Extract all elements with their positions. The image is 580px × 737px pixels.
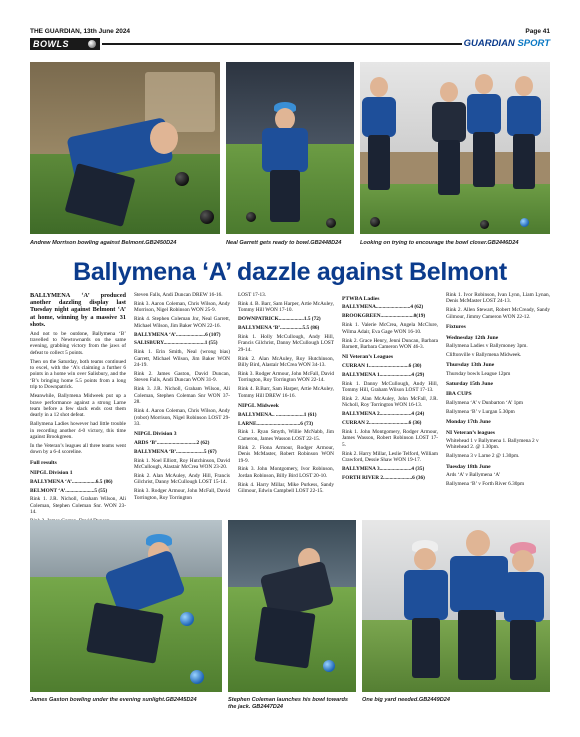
section-bar xyxy=(30,38,550,50)
subheading: Saturday 15th June xyxy=(446,381,493,388)
paragraph: Rink 1. Ryan Smyth, Willie McNabb, Jim Cameron, James Wasson LOST 22-15. xyxy=(238,429,334,442)
headline: Ballymena ‘A’ dazzle against Belmont xyxy=(73,258,507,286)
score-line: BALLYMENA ‘B’.................5.5 (86) xyxy=(238,325,320,332)
subheading: NI Veteran’s Leagues xyxy=(342,354,394,361)
photo-andrew-morrison xyxy=(30,62,220,234)
score-line: CURRAN 1..............................6 (30) xyxy=(342,362,422,369)
score-line: DOWNPATRICK...................1.5 (72) xyxy=(238,316,321,323)
masthead xyxy=(30,28,550,38)
paragraph: Rink 3. Rodger Armour, John McFall, David Torrington, Roy Torrington xyxy=(134,488,230,501)
paragraph: Rink 2. Alan McAuley, John McFall, J.R. Nicholl, Roy Torrington WON 16-13. xyxy=(342,395,438,409)
paragraph: Rink 4. B. Barr, Sam Harper, Artie McAuley, Tommy Hill WON 17-10. xyxy=(238,300,334,314)
paragraph: Rink 2. Fiona Armour, Rodger Armour, Denis McMaster, Robert Robinson WON 19-9. xyxy=(238,444,334,464)
photo-caption: One big yard needed.GB2449D24 xyxy=(362,697,450,703)
subheading: Wednesday 12th June xyxy=(446,334,499,341)
score-line: BALLYMENA.. .....................1 (61) xyxy=(238,411,317,418)
paragraph: Rink 1. Noel Elliott, Roy Hutchinson, David McCullough, Alastair McCrea WON 23-20. xyxy=(134,457,230,470)
paragraph: Rink 1. Holly McCullough, Andy Hill, Francis Gilchrist, Danny McCullough LOST 29-14. xyxy=(238,334,334,353)
paragraph: Rink 4. Aaron Coleman, Chris Wilson, Andy (robot) Morrison, Nigel Robinson LOST 29-33. xyxy=(134,408,230,427)
score-line: BALLYMENA ‘A’..................6.5 (86) xyxy=(30,478,113,485)
bowls-ball-icon xyxy=(88,40,96,48)
photo-caption: Stephen Coleman launches his bowl towards the jack. GB2447D24 xyxy=(228,697,348,710)
paragraph: Rink 3. J.R. Nicholl, Graham Wilson, Ali Coleman, Stephen Coleman Snr WON 37-28. xyxy=(134,386,230,406)
score-line: ARDS ‘B’..............................2 (62) xyxy=(134,439,210,446)
article-column-5 xyxy=(446,292,550,490)
photo-onlookers xyxy=(360,62,550,234)
paragraph: Rink 2. Allen Stewart, Robert McCready, Sandy Gilmour, Jimmy Cameron WON 22-12. xyxy=(446,307,550,320)
score-line: LARNE.................................6 (73) xyxy=(238,420,314,427)
subheading: Monday 17th June xyxy=(446,419,491,426)
paragraph: Meanwhile, Ballymena Midweek put up a brave performance against a strong Larne team before a few slack ends cost them dearly in a 12 shot defeat. xyxy=(30,393,126,419)
subheading: Full results xyxy=(30,459,57,466)
fixture: Ards ‘A’ v Ballymena ‘A’ xyxy=(446,472,501,479)
paragraph: Then on the Saturday, both teams continued to excel, with the ‘A’s claiming a further 6 points in a home win over Salisbury, and the ‘B’s bringing home 5.5 points from a long trip to Downpatrick. xyxy=(30,358,126,391)
paragraph: Rink 3. John Montgomery, Ivor Robinson, Jordan Robinson, Billy Bird LOST 20-10. xyxy=(238,466,334,479)
paragraph: Rink 2. Grace Henry, Jenni Duncan, Barbara Barnett, Barbara Cameron WON 46-3. xyxy=(342,337,438,350)
onlooker-figure xyxy=(360,77,400,207)
paragraph: Rink 1. J.R. Nicholl, Graham Wilson, Ali Coleman, Stephen Coleman Snr. WON 23-14. xyxy=(30,496,126,516)
paragraph: Rink 4. Stephen Coleman Jnr, Neal Garrett, Michael Wilson, Jim Baker WON 22-16. xyxy=(134,316,230,329)
photo-caption: James Gaston bowling under the evening sunlight.GB2445D24 xyxy=(30,697,197,703)
section-rule xyxy=(102,43,462,45)
article-column-2 xyxy=(134,292,230,503)
score-line: BALLYMENA 3........................4 (35) xyxy=(342,466,425,473)
paragraph: And not to be outdone, Ballymena ‘B’ travelled to Newtownards on the same evening, grabbing victory from the jaws of defeat to collect 5 points. xyxy=(30,330,126,356)
score-line: SALISBURY...............................1 (55) xyxy=(134,340,218,347)
subheading: NI Veteran’s leagues xyxy=(446,429,495,436)
photo-caption: Looking on trying to encourage the bowl closer.GB2446D24 xyxy=(360,240,519,246)
score-line: BALLYMENA ‘B’.....................5 (67) xyxy=(134,448,217,455)
bowler-figure xyxy=(256,102,336,232)
photo-caption: Andrew Morrison bowling against Belmont.GB2450D24 xyxy=(30,240,177,246)
lead-paragraph: BALLYMENA ‘A’ produced another dazzling display last Tuesday night against Belmont ‘A’ at home, winning by a massive 31 shots. xyxy=(30,292,126,328)
paragraph: Rink 1. Ivor Robinson, Ivan Lynn, Liam Lynan, Denis McMaster LOST 24-13. xyxy=(446,292,550,305)
onlooker-figure xyxy=(465,74,505,204)
paragraph: Rink 2. Alan McAuley, Roy Hutchinson, Billy Bird, Alastair McCrea WON 34-13. xyxy=(238,355,334,369)
score-line: BROOKGREEN.........................0(19) xyxy=(342,313,426,320)
paragraph: Rink 3. Aaron Coleman, Chris Wilson, Andy Morrison, Nigel Robinson WON 25-9. xyxy=(134,300,230,314)
fixture: Whitehead 1 v Ballymena 1. Ballymena 2 v Whitehead 2. @ 1.30pm. xyxy=(446,438,539,451)
issue-date: THE GUARDIAN, 13th June 2024 xyxy=(30,28,131,35)
paragraph: Rink 1. Danny McCullough, Andy Hill, Tommy Hill, Graham Wilson LOST 17-13. xyxy=(342,380,438,393)
fixture: Ballymena ‘A’ v Dunbarton ‘A’ 1pm xyxy=(446,399,524,406)
paragraph: Rink 1. John Montgomery, Rodger Armour, James Wasson, Robert Robinson LOST 17-5. xyxy=(342,429,438,448)
fixture: Ballymena Ladies v Ballymoney 3pm. xyxy=(446,342,528,349)
photo-big-yard xyxy=(362,520,550,692)
fixture: Thursday bowls League 12pm xyxy=(446,370,511,377)
paragraph: Rink 4. Harry Millar, Mike Purkess, Sandy Gilmour, Edwin Campbell LOST 22-15. xyxy=(238,481,334,495)
paragraph: Rink 2. Harry Millar, Leslie Telford, William Crawford, Dessie Shaw WON 19-17. xyxy=(342,450,438,464)
photo-james-gaston xyxy=(30,520,222,692)
score-line: CURRAN 2..............................6 (36) xyxy=(342,420,422,427)
paragraph: Rink 3. Rodger Armour, John McFall, David Torrington, Roy Torrington WON 22-14. xyxy=(238,371,334,384)
score-line: BELMONT ‘A’......................5 (55) xyxy=(30,487,108,494)
bowler-figure xyxy=(50,92,200,232)
article-column-3 xyxy=(238,292,334,497)
subheading: NIPGL Division 3 xyxy=(134,431,177,438)
photo-neal-garrett xyxy=(226,62,354,234)
article-column-4 xyxy=(342,292,438,484)
paragraph: Rink 2. Alan McAuley, Andy Hill, Francis Gilchrist, Danny McCullough LOST 15-14. xyxy=(134,472,230,486)
score-line: BALLYMENA ‘A’......................6 (107) xyxy=(134,331,221,338)
paragraph: In the Veteran’s leagues all three teams went down by a 6-4 scoreline. xyxy=(30,443,126,456)
fixture: Ballymena ‘B’ v Forth River 6.30pm xyxy=(446,481,525,488)
onlooker-figure xyxy=(502,542,548,692)
onlooker-figure xyxy=(430,82,470,212)
score-line: BALLYMENA..........................4 (62) xyxy=(342,304,424,311)
onlooker-figure xyxy=(505,76,545,206)
score-line: BALLYMENA 2........................4 (24) xyxy=(342,411,425,418)
paragraph: Ballymena Ladies however had little trouble in recording another 4-0 victory, this time against Brookgreen. xyxy=(30,421,126,441)
subheading: NIPGL Midweek xyxy=(238,403,279,410)
fixture: Ballymena 3 v Larne 2 @ 1.30pm. xyxy=(446,453,520,460)
bowler-figure xyxy=(70,530,210,690)
fixture: Cliftonville v Ballymena Midweek. xyxy=(446,351,522,358)
subheading: Tuesday 18th June xyxy=(446,463,491,470)
paragraph: Rink 2. James Gaston, David Duncan, Steven Falls, Andi Duncan WON 31-9. xyxy=(134,371,230,384)
subheading: IBA CUPS xyxy=(446,391,472,398)
fixture: Ballymena ‘B’ v Lurgan 5.30pm xyxy=(446,408,515,415)
subheading: PTWBA Ladies xyxy=(342,296,380,302)
paragraph: Steven Falls, Andi Duncan DREW 16-16. xyxy=(134,292,223,298)
subheading: Thursday 13th June xyxy=(446,362,495,369)
photo-stephen-coleman xyxy=(228,520,356,692)
photo-caption: Neal Garrett gets ready to bowl.GB2448D24 xyxy=(226,240,342,246)
subheading: Fixtures xyxy=(446,324,466,331)
article-column-1 xyxy=(30,292,126,527)
subheading: NIPGL Division 1 xyxy=(30,470,73,477)
score-line: BALLYMENA 1........................4 (29) xyxy=(342,371,425,378)
paragraph: Rink 1. Erin Smith, Neal (wrong bias) Garrett, Michael Wilson, Jim Baker WON 24-19. xyxy=(134,349,230,369)
section-label: BOWLS xyxy=(30,38,100,50)
paragraph: Rink 4. B.Barr, Sam Harper, Artie McAuley, Tommy Hill DREW 16-16. xyxy=(238,386,334,399)
paragraph: Rink 1. Valerie McCrea, Angela McClure, Wilma Adair, Eva Gage WON 16-10. xyxy=(342,322,438,335)
brand-logo: GUARDIAN SPORT xyxy=(463,38,550,49)
paragraph: LOST 17-13. xyxy=(238,292,267,298)
page-number: Page 41 xyxy=(525,28,550,35)
score-line: FORTH RIVER 2......................6 (36) xyxy=(342,474,425,481)
